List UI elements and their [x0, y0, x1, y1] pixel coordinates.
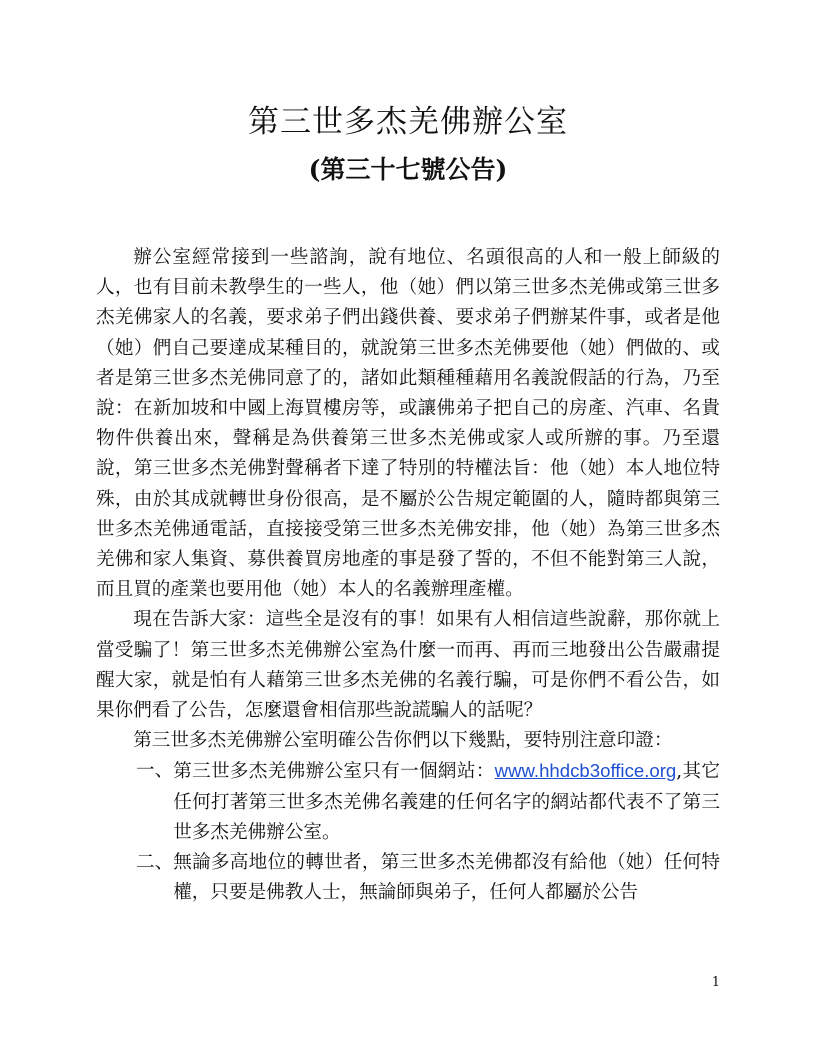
list-item-number: 一、 — [136, 760, 174, 782]
website-link[interactable]: www.hhdcb3office.org — [494, 760, 677, 782]
paragraph-points-intro: 第三世多杰羌佛辦公室明確公告你們以下幾點，要特別注意印證： — [133, 730, 673, 752]
document-title: 第三世多杰羌佛辦公室 — [248, 104, 568, 140]
website-text-before: 第三世多杰羌佛辦公室只有一個網站： — [173, 761, 495, 783]
website-text-after: ,其它任何打著第三世多杰羌佛名義建的任何名字的網站都代表不了第三世多杰羌佛辦公室。 — [173, 761, 720, 843]
list-item-website — [96, 756, 720, 848]
list-item-number: 二、 — [136, 852, 174, 874]
document-body — [96, 243, 720, 908]
paragraph-inquiries: 辦公室經常接到一些諮詢，說有地位、名頭很高的人和一般上師級的人，也有目前未教學生的一些人，他（她）們以第三世多杰羌佛或第三世多杰羌佛家人的名義，要求弟子們出錢供養、要求弟子們辦某件事，或者是他（她）們自己要達成某種目的，就說第三世多杰羌佛要他（她）們做的、或者是第三世多杰羌佛同意了的，諸如此類種種藉用名義說假話的行為，乃至說：在新加坡和中國上海買樓房等，或讓佛弟子把自己的房產、汽車、名貴物件供養出來，聲稱是為供養第三世多杰羌佛或家人或所辦的事。乃至還說，第三世多杰羌佛對聲稱者下達了特別的特權法旨：他（她）本人地位特殊，由於其成就轉世身份很高，是不屬於公告規定範圍的人，隨時都與第三世多杰羌佛通電話，直接接受第三世多杰羌佛安排，他（她）為第三世多杰羌佛和家人集資、募供養買房地產的事是發了誓的，不但不能對第三人說，而且買的產業也要用他（她）本人的名義辦理產權。 — [96, 247, 720, 601]
page-number: 1 — [711, 975, 720, 990]
list-item-text: 無論多高地位的轉世者，第三世多杰羌佛都沒有給他（她）任何特權，只要是佛教人士，無論師與弟子，任何人都屬於公告 — [173, 852, 720, 904]
list-item-text — [173, 756, 720, 848]
list-item-privileges — [96, 848, 720, 908]
paragraph-warning: 現在告訴大家：這些全是沒有的事！如果有人相信這些說辭，那你就上當受騙了！第三世多杰羌佛辦公室為什麼一而再、再而三地發出公告嚴肅提醒大家，就是怕有人藉第三世多杰羌佛的名義行騙，可是你們不看公告，如果你們看了公告，怎麼還會相信那些說謊騙人的話呢？ — [96, 609, 720, 722]
document-subtitle: (第三十七號公告) — [308, 155, 508, 184]
